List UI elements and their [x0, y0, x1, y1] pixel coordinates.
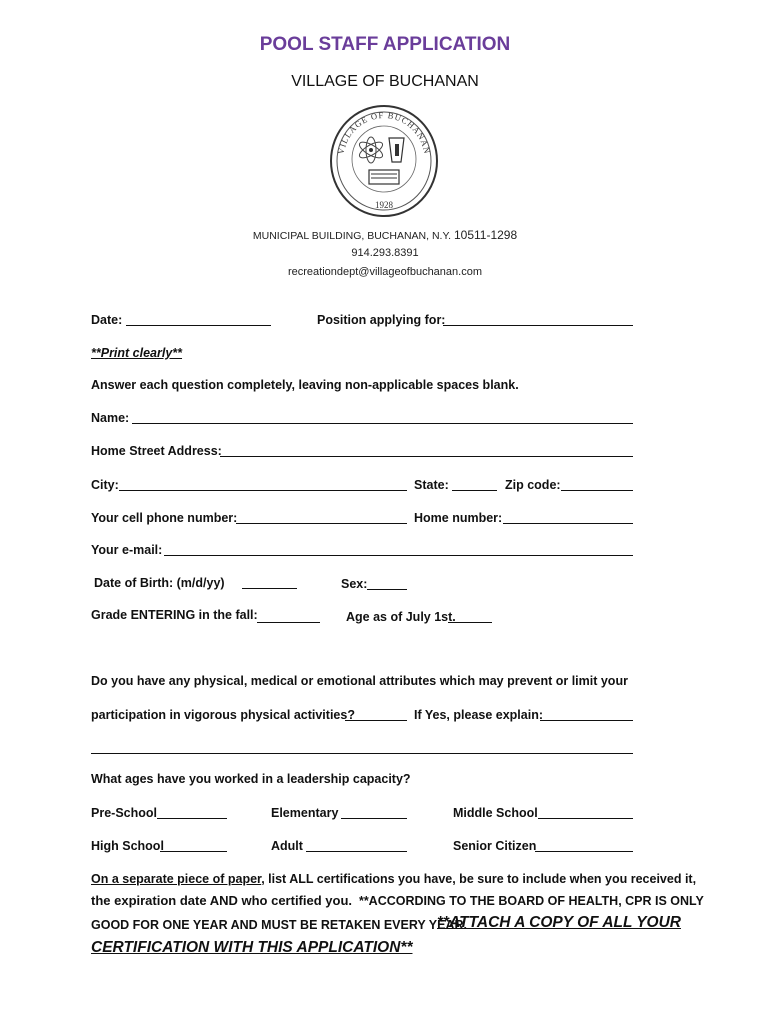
dob-field[interactable] [242, 588, 297, 589]
certification-note-line2: the expiration date AND who certified you. **ACCORDING TO THE BOARD OF HEALTH, CPR IS ONLY [91, 893, 704, 908]
email-label: Your e-mail: [91, 543, 163, 557]
print-clearly-note: **Print clearly** [91, 346, 183, 360]
high-school-field[interactable] [160, 851, 227, 852]
address-label: Home Street Address: [91, 444, 222, 458]
explain-label: If Yes, please explain: [414, 708, 544, 722]
state-field[interactable] [452, 490, 497, 491]
name-field[interactable] [132, 423, 633, 424]
physical-question-line2: participation in vigorous physical activities? [91, 708, 355, 722]
date-label: Date: [91, 313, 123, 327]
address-field[interactable] [220, 456, 633, 457]
explain-field-continued[interactable] [91, 753, 633, 754]
adult-field[interactable] [306, 851, 407, 852]
position-label: Position applying for: [317, 313, 446, 327]
age-field[interactable] [448, 622, 492, 623]
sex-label: Sex: [341, 577, 368, 591]
svg-text:VILLAGE OF BUCHANAN: VILLAGE OF BUCHANAN [335, 109, 433, 156]
preschool-field[interactable] [157, 818, 227, 819]
physical-question-line1: Do you have any physical, medical or emotional attributes which may prevent or limit your [91, 674, 628, 688]
explain-field[interactable] [540, 720, 633, 721]
middle-school-field[interactable] [538, 818, 633, 819]
phone-number: 914.293.8391 [351, 247, 419, 259]
attach-notice-line2: CERTIFICATION WITH THIS APPLICATION** [91, 939, 413, 956]
home-phone-label: Home number: [414, 511, 503, 525]
name-label: Name: [91, 411, 130, 425]
date-field[interactable] [126, 325, 271, 326]
contact-email: recreationdept@villageofbuchanan.com [287, 266, 482, 278]
elementary-field[interactable] [341, 818, 407, 819]
instructions: Answer each question completely, leaving non-applicable spaces blank. [91, 378, 519, 392]
organization-name: VILLAGE OF BUCHANAN [291, 73, 479, 90]
village-seal-logo [329, 104, 439, 218]
middle-school-label: Middle School [453, 806, 538, 820]
dob-label: Date of Birth: (m/d/yy) [94, 576, 225, 590]
age-label: Age as of July 1st. [346, 610, 456, 624]
adult-label: Adult [271, 839, 303, 853]
ages-question: What ages have you worked in a leadership capacity? [91, 772, 411, 786]
zip-field[interactable] [561, 490, 633, 491]
city-field[interactable] [119, 490, 407, 491]
preschool-label: Pre-School [91, 806, 157, 820]
svg-text:1928: 1928 [375, 200, 393, 210]
senior-citizen-field[interactable] [535, 851, 633, 852]
high-school-label: High School [91, 839, 164, 853]
sex-field[interactable] [367, 589, 407, 590]
grade-field[interactable] [257, 622, 320, 623]
position-field[interactable] [443, 325, 633, 326]
certification-note-line1: On a separate piece of paper, list ALL certifications you have, be sure to include when you received it, [91, 872, 697, 886]
email-field[interactable] [164, 555, 633, 556]
cell-field[interactable] [236, 523, 407, 524]
city-label: City: [91, 478, 119, 492]
home-phone-field[interactable] [503, 523, 633, 524]
certification-note-line3: GOOD FOR ONE YEAR AND MUST BE RETAKEN EVERY YEAR. [91, 918, 467, 932]
senior-citizen-label: Senior Citizen [453, 839, 537, 853]
grade-label: Grade ENTERING in the fall: [91, 608, 258, 622]
attach-notice-line1: **ATTACH A COPY OF ALL YOUR [437, 914, 681, 931]
physical-answer-field[interactable] [345, 720, 407, 721]
elementary-label: Elementary [271, 806, 339, 820]
address-line: MUNICIPAL BUILDING, BUCHANAN, N.Y. 10511-1298 [252, 228, 518, 242]
cell-label: Your cell phone number: [91, 511, 238, 525]
state-label: State: [414, 478, 449, 492]
zip-label: Zip code: [505, 478, 561, 492]
page-title: POOL STAFF APPLICATION [259, 34, 511, 55]
